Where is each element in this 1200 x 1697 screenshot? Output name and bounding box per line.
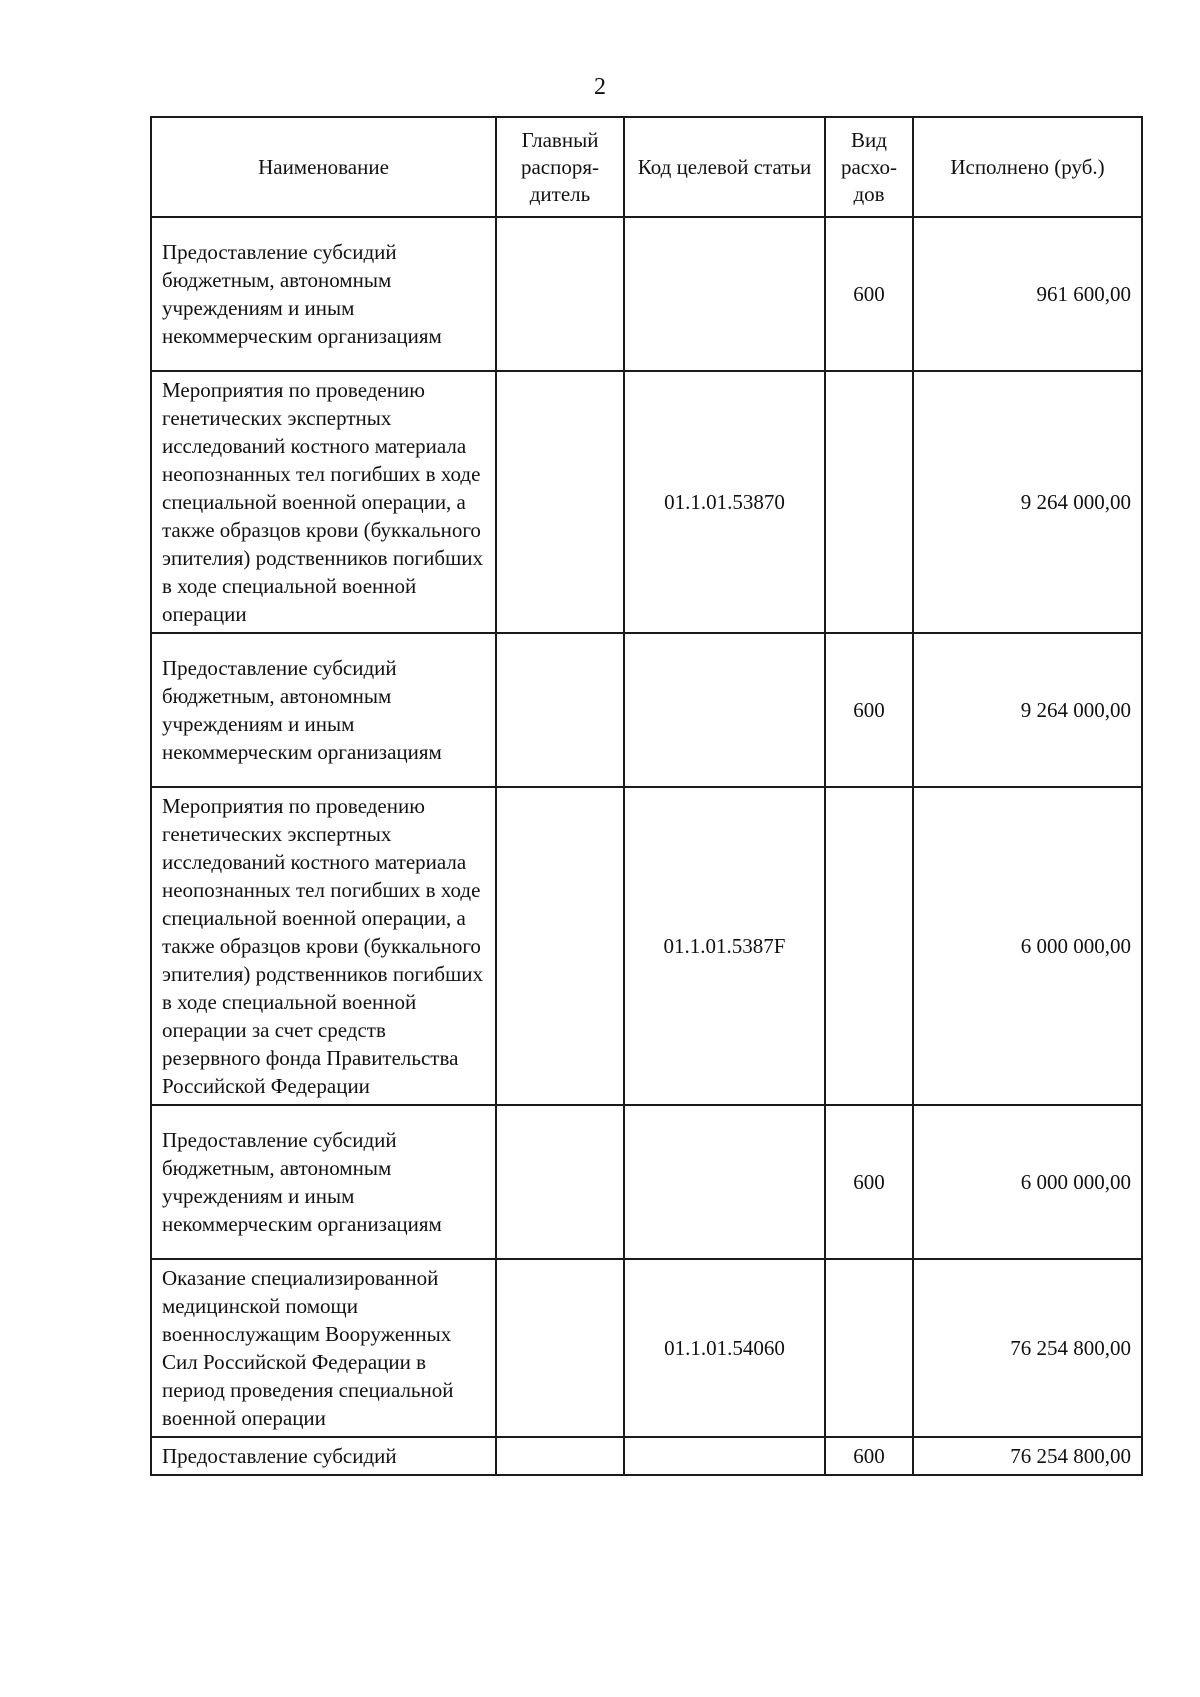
row-amount: 76 254 800,00	[913, 1437, 1142, 1475]
header-manager: Главный распоря-дитель	[496, 117, 624, 217]
row-kind: 600	[825, 1105, 913, 1259]
budget-execution-table	[150, 116, 1143, 1476]
header-kind: Вид расхо-дов	[825, 117, 913, 217]
row-code	[624, 1437, 825, 1475]
row-name: Предоставление субсидий бюджетным, автономным учреждениям и иным некоммерческим организациям	[151, 633, 496, 787]
row-manager	[496, 1259, 624, 1437]
row-kind: 600	[825, 217, 913, 371]
row-code: 01.1.01.53870	[624, 371, 825, 633]
row-code: 01.1.01.54060	[624, 1259, 825, 1437]
row-amount: 6 000 000,00	[913, 1105, 1142, 1259]
row-amount: 6 000 000,00	[913, 787, 1142, 1105]
row-code: 01.1.01.5387F	[624, 787, 825, 1105]
row-code	[624, 1105, 825, 1259]
row-code	[624, 633, 825, 787]
table-row	[151, 787, 1142, 1105]
table-row	[151, 1437, 1142, 1475]
table-row	[151, 1259, 1142, 1437]
header-code: Код целевой статьи	[624, 117, 825, 217]
row-kind: 600	[825, 1437, 913, 1475]
row-manager	[496, 787, 624, 1105]
row-kind	[825, 371, 913, 633]
row-name: Мероприятия по проведению генетических экспертных исследований костного материала неопознанных тел погибших в ходе специальной военной операции, а также образцов крови (буккального эпителия) родственников погибших в ходе специальной военной операции	[151, 371, 496, 633]
table-header-row	[151, 117, 1142, 217]
row-manager	[496, 371, 624, 633]
table-row	[151, 633, 1142, 787]
row-name: Предоставление субсидий бюджетным, автономным учреждениям и иным некоммерческим организациям	[151, 217, 496, 371]
row-kind: 600	[825, 633, 913, 787]
row-amount: 76 254 800,00	[913, 1259, 1142, 1437]
table-row	[151, 1105, 1142, 1259]
row-name: Предоставление субсидий бюджетным, автономным учреждениям и иным некоммерческим организациям	[151, 1105, 496, 1259]
header-name: Наименование	[151, 117, 496, 217]
row-manager	[496, 217, 624, 371]
row-manager	[496, 1437, 624, 1475]
row-kind	[825, 1259, 913, 1437]
table-row	[151, 371, 1142, 633]
row-name: Предоставление субсидий	[151, 1437, 496, 1475]
table-row	[151, 217, 1142, 371]
page-number: 2	[594, 74, 606, 100]
row-name: Оказание специализированной медицинской помощи военнослужащим Вооруженных Сил Российской Федерации в период проведения специальной военной операции	[151, 1259, 496, 1437]
row-code	[624, 217, 825, 371]
row-name: Мероприятия по проведению генетических экспертных исследований костного материала неопознанных тел погибших в ходе специальной военной операции, а также образцов крови (буккального эпителия) родственников погибших в ходе специальной военной операции за счет средств резервного фонда Правительства Российской Федерации	[151, 787, 496, 1105]
row-kind	[825, 787, 913, 1105]
row-manager	[496, 1105, 624, 1259]
row-amount: 9 264 000,00	[913, 371, 1142, 633]
row-amount: 961 600,00	[913, 217, 1142, 371]
row-manager	[496, 633, 624, 787]
header-amount: Исполнено (руб.)	[913, 117, 1142, 217]
row-amount: 9 264 000,00	[913, 633, 1142, 787]
